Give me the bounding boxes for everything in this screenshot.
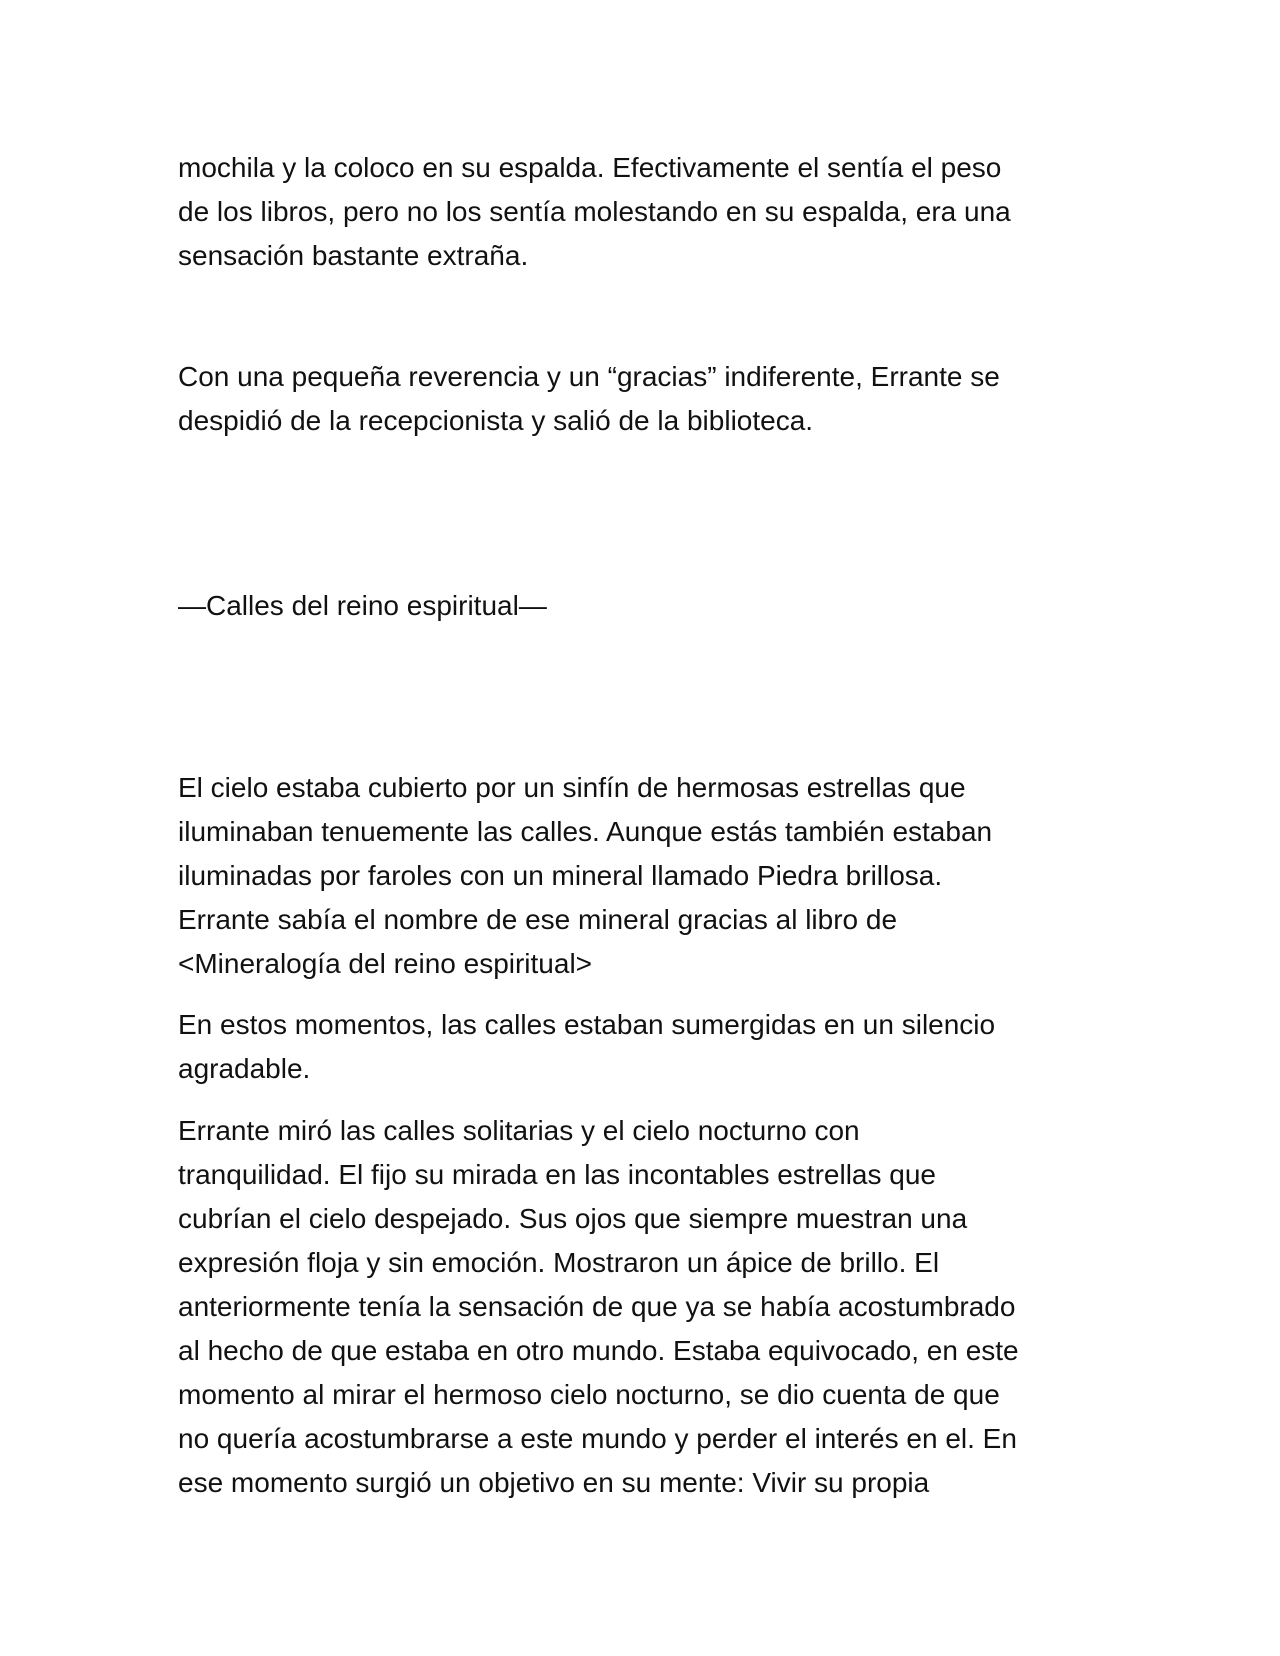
text-line: cubrían el cielo despejado. Sus ojos que siempre muestran una <box>178 1203 968 1234</box>
text-line: El cielo estaba cubierto por un sinfín de hermosas estrellas que <box>178 772 966 803</box>
text-line: iluminadas por faroles con un mineral llamado Piedra brillosa. <box>178 860 943 891</box>
text-line: tranquilidad. El fijo su mirada en las incontables estrellas que <box>178 1159 936 1190</box>
text-line: expresión floja y sin emoción. Mostraron un ápice de brillo. El <box>178 1247 940 1278</box>
text-line: no quería acostumbrarse a este mundo y perder el interés en el. En <box>178 1423 1017 1454</box>
text-line: al hecho de que estaba en otro mundo. Estaba equivocado, en este <box>178 1335 1019 1366</box>
text-line: sensación bastante extraña. <box>178 240 529 271</box>
text-line: agradable. <box>178 1053 311 1084</box>
paragraph <box>178 1003 1108 1091</box>
paragraph <box>178 1109 1108 1505</box>
text-line: de los libros, pero no los sentía molestando en su espalda, era una <box>178 196 1011 227</box>
text-line: iluminaban tenuemente las calles. Aunque estás también estaban <box>178 816 993 847</box>
text-line: Errante sabía el nombre de ese mineral gracias al libro de <box>178 904 898 935</box>
text-line: ese momento surgió un objetivo en su mente: Vivir su propia <box>178 1467 930 1498</box>
paragraph <box>178 355 1108 443</box>
paragraph <box>178 146 1108 278</box>
scene-heading <box>178 584 1108 628</box>
text-line: momento al mirar el hermoso cielo nocturno, se dio cuenta de que <box>178 1379 1000 1410</box>
paragraph <box>178 766 1108 986</box>
text-line: Con una pequeña reverencia y un “gracias” indiferente, Errante se <box>178 361 1000 392</box>
text-line: mochila y la coloco en su espalda. Efectivamente el sentía el peso <box>178 152 1002 183</box>
text-line: despidió de la recepcionista y salió de la biblioteca. <box>178 405 814 436</box>
text-line: anteriormente tenía la sensación de que ya se había acostumbrado <box>178 1291 1016 1322</box>
scene-heading-text: —Calles del reino espiritual— <box>178 590 547 621</box>
text-line: En estos momentos, las calles estaban sumergidas en un silencio <box>178 1009 996 1040</box>
text-line: Errante miró las calles solitarias y el cielo nocturno con <box>178 1115 860 1146</box>
text-line: <Mineralogía del reino espiritual> <box>178 948 593 979</box>
